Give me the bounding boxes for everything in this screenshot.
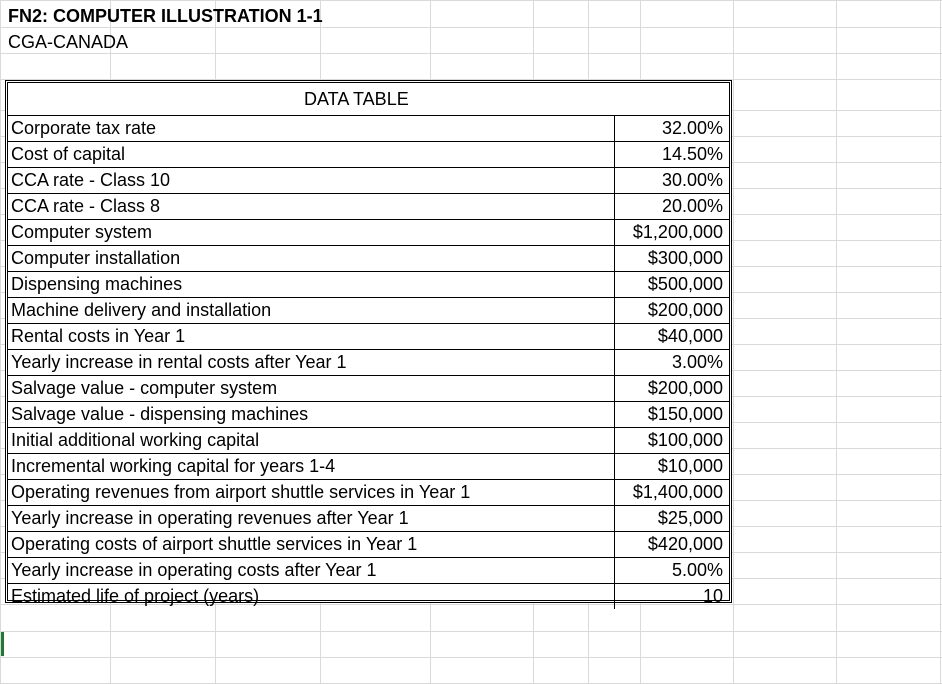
grid-line (940, 0, 941, 684)
row-value[interactable]: 5.00% (671, 560, 723, 580)
grid-line (836, 0, 837, 684)
table-row (8, 115, 729, 141)
row-label[interactable]: Rental costs in Year 1 (11, 326, 186, 346)
row-label[interactable]: Yearly increase in operating revenues after Year 1 (11, 508, 409, 528)
row-value[interactable]: 14.50% (661, 144, 723, 164)
row-value[interactable]: $420,000 (647, 534, 723, 554)
table-row (8, 531, 729, 557)
sheet-subtitle[interactable]: CGA-CANADA (8, 32, 129, 52)
row-label[interactable]: Incremental working capital for years 1-4 (11, 456, 336, 476)
table-row (8, 583, 729, 609)
row-label[interactable]: Dispensing machines (11, 274, 183, 294)
row-label[interactable]: Computer installation (11, 248, 181, 268)
grid-line (0, 657, 942, 658)
row-label[interactable]: Initial additional working capital (11, 430, 260, 450)
row-value[interactable]: 3.00% (671, 352, 723, 372)
grid-line (0, 0, 942, 1)
row-value[interactable]: $1,400,000 (632, 482, 723, 502)
row-label[interactable]: Yearly increase in operating costs after Year 1 (11, 560, 377, 580)
table-row (8, 375, 729, 401)
row-label[interactable]: Computer system (11, 222, 153, 242)
row-value[interactable]: $10,000 (657, 456, 723, 476)
grid-line (0, 631, 942, 632)
row-value[interactable]: 32.00% (661, 118, 723, 138)
row-value[interactable]: $40,000 (657, 326, 723, 346)
grid-line (733, 0, 734, 684)
table-row (8, 505, 729, 531)
data-table (5, 80, 732, 606)
table-row (8, 453, 729, 479)
row-value[interactable]: $150,000 (647, 404, 723, 424)
table-row (8, 557, 729, 583)
row-value[interactable]: $200,000 (647, 300, 723, 320)
table-row (8, 297, 729, 323)
data-table-header-label[interactable]: DATA TABLE (304, 89, 409, 109)
grid-line (0, 0, 1, 684)
row-value[interactable]: $500,000 (647, 274, 723, 294)
row-label[interactable]: Estimated life of project (years) (11, 586, 260, 606)
table-row (8, 479, 729, 505)
row-label[interactable]: CCA rate - Class 8 (11, 196, 161, 216)
selected-cell-indicator (1, 632, 4, 656)
row-value[interactable]: $25,000 (657, 508, 723, 528)
row-value[interactable]: 20.00% (661, 196, 723, 216)
row-label[interactable]: Salvage value - dispensing machines (11, 404, 309, 424)
table-row (8, 141, 729, 167)
table-row (8, 323, 729, 349)
row-label[interactable]: CCA rate - Class 10 (11, 170, 171, 190)
row-label[interactable]: Cost of capital (11, 144, 126, 164)
row-value[interactable]: 10 (702, 586, 723, 606)
row-label[interactable]: Operating revenues from airport shuttle services in Year 1 (11, 482, 471, 502)
table-row (8, 219, 729, 245)
row-value[interactable]: $200,000 (647, 378, 723, 398)
table-row (8, 271, 729, 297)
row-label[interactable]: Yearly increase in rental costs after Year 1 (11, 352, 347, 372)
grid-line (0, 53, 942, 54)
row-label[interactable]: Corporate tax rate (11, 118, 157, 138)
row-label[interactable]: Operating costs of airport shuttle services in Year 1 (11, 534, 418, 554)
table-row (8, 427, 729, 453)
table-row (8, 245, 729, 271)
table-row (8, 167, 729, 193)
data-table-body (8, 83, 729, 606)
row-label[interactable]: Machine delivery and installation (11, 300, 272, 320)
row-value[interactable]: $1,200,000 (632, 222, 723, 242)
row-value[interactable]: $300,000 (647, 248, 723, 268)
table-row (8, 349, 729, 375)
row-value[interactable]: 30.00% (661, 170, 723, 190)
sheet-title[interactable]: FN2: COMPUTER ILLUSTRATION 1-1 (8, 6, 323, 26)
row-label[interactable]: Salvage value - computer system (11, 378, 278, 398)
table-row (8, 193, 729, 219)
table-row (8, 401, 729, 427)
row-value[interactable]: $100,000 (647, 430, 723, 450)
